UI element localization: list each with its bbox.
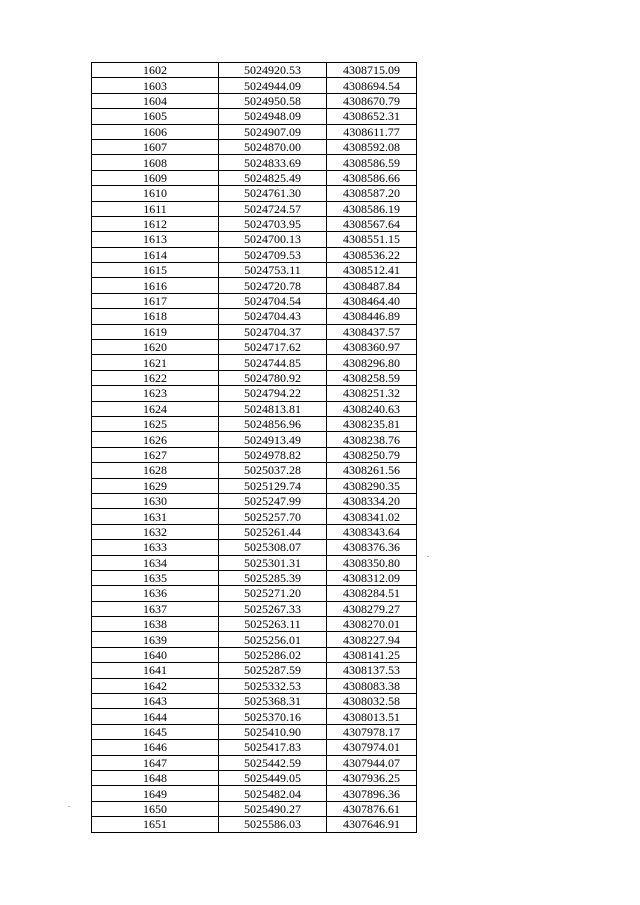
y-coordinate-cell: 4308250.79	[327, 447, 417, 462]
point-id-cell: 1651	[92, 817, 219, 832]
y-coordinate-cell: 4308240.63	[327, 401, 417, 416]
point-id-cell: 1618	[92, 309, 219, 324]
y-coordinate-cell: 4308464.40	[327, 293, 417, 308]
table-row	[92, 463, 417, 478]
coordinates-table-body	[92, 63, 417, 833]
y-coordinate-cell: 4308586.66	[327, 170, 417, 185]
point-id-cell: 1611	[92, 201, 219, 216]
table-row	[92, 232, 417, 247]
table-row	[92, 124, 417, 139]
x-coordinate-cell: 5025261.44	[219, 524, 327, 539]
table-row	[92, 109, 417, 124]
point-id-cell: 1639	[92, 632, 219, 647]
x-coordinate-cell: 5024709.53	[219, 247, 327, 262]
table-row	[92, 370, 417, 385]
point-id-cell: 1605	[92, 109, 219, 124]
y-coordinate-cell: 4308270.01	[327, 617, 417, 632]
point-id-cell: 1606	[92, 124, 219, 139]
x-coordinate-cell: 5025417.83	[219, 740, 327, 755]
point-id-cell: 1648	[92, 770, 219, 785]
x-coordinate-cell: 5024913.49	[219, 432, 327, 447]
x-coordinate-cell: 5024813.81	[219, 401, 327, 416]
point-id-cell: 1615	[92, 263, 219, 278]
y-coordinate-cell: 4308437.57	[327, 324, 417, 339]
table-row	[92, 540, 417, 555]
point-id-cell: 1637	[92, 601, 219, 616]
x-coordinate-cell: 5024704.54	[219, 293, 327, 308]
table-row	[92, 555, 417, 570]
table-row	[92, 401, 417, 416]
point-id-cell: 1621	[92, 355, 219, 370]
y-coordinate-cell: 4308137.53	[327, 663, 417, 678]
y-coordinate-cell: 4307936.25	[327, 770, 417, 785]
x-coordinate-cell: 5025368.31	[219, 694, 327, 709]
x-coordinate-cell: 5024720.78	[219, 278, 327, 293]
table-row	[92, 770, 417, 785]
x-coordinate-cell: 5025256.01	[219, 632, 327, 647]
point-id-cell: 1643	[92, 694, 219, 709]
y-coordinate-cell: 4308376.36	[327, 540, 417, 555]
x-coordinate-cell: 5024870.00	[219, 139, 327, 154]
point-id-cell: 1644	[92, 709, 219, 724]
y-coordinate-cell: 4307974.01	[327, 740, 417, 755]
x-coordinate-cell: 5025301.31	[219, 555, 327, 570]
table-row	[92, 524, 417, 539]
x-coordinate-cell: 5024825.49	[219, 170, 327, 185]
y-coordinate-cell: 4308360.97	[327, 340, 417, 355]
x-coordinate-cell: 5024833.69	[219, 155, 327, 170]
table-row	[92, 617, 417, 632]
point-id-cell: 1622	[92, 370, 219, 385]
y-coordinate-cell: 4308592.08	[327, 139, 417, 154]
y-coordinate-cell: 4308334.20	[327, 493, 417, 508]
point-id-cell: 1646	[92, 740, 219, 755]
y-coordinate-cell: 4308350.80	[327, 555, 417, 570]
y-coordinate-cell: 4308227.94	[327, 632, 417, 647]
point-id-cell: 1638	[92, 617, 219, 632]
table-row	[92, 478, 417, 493]
y-coordinate-cell: 4307978.17	[327, 724, 417, 739]
table-row	[92, 139, 417, 154]
x-coordinate-cell: 5024717.62	[219, 340, 327, 355]
table-row	[92, 186, 417, 201]
x-coordinate-cell: 5025263.11	[219, 617, 327, 632]
y-coordinate-cell: 4308341.02	[327, 509, 417, 524]
y-coordinate-cell: 4308536.22	[327, 247, 417, 262]
x-coordinate-cell: 5025267.33	[219, 601, 327, 616]
point-id-cell: 1609	[92, 170, 219, 185]
table-row	[92, 447, 417, 462]
x-coordinate-cell: 5025247.99	[219, 493, 327, 508]
y-coordinate-cell: 4307896.36	[327, 786, 417, 801]
y-coordinate-cell: 4308586.19	[327, 201, 417, 216]
x-coordinate-cell: 5024978.82	[219, 447, 327, 462]
y-coordinate-cell: 4308238.76	[327, 432, 417, 447]
point-id-cell: 1617	[92, 293, 219, 308]
table-row	[92, 170, 417, 185]
point-id-cell: 1620	[92, 340, 219, 355]
y-coordinate-cell: 4308694.54	[327, 78, 417, 93]
x-coordinate-cell: 5025285.39	[219, 570, 327, 585]
point-id-cell: 1608	[92, 155, 219, 170]
x-coordinate-cell: 5024704.43	[219, 309, 327, 324]
x-coordinate-cell: 5024704.37	[219, 324, 327, 339]
y-coordinate-cell: 4307944.07	[327, 755, 417, 770]
x-coordinate-cell: 5025442.59	[219, 755, 327, 770]
x-coordinate-cell: 5024700.13	[219, 232, 327, 247]
x-coordinate-cell: 5024703.95	[219, 216, 327, 231]
point-id-cell: 1628	[92, 463, 219, 478]
point-id-cell: 1633	[92, 540, 219, 555]
x-coordinate-cell: 5025332.53	[219, 678, 327, 693]
point-id-cell: 1626	[92, 432, 219, 447]
table-row	[92, 201, 417, 216]
table-row	[92, 786, 417, 801]
point-id-cell: 1616	[92, 278, 219, 293]
y-coordinate-cell: 4308013.51	[327, 709, 417, 724]
x-coordinate-cell: 5025308.07	[219, 540, 327, 555]
point-id-cell: 1645	[92, 724, 219, 739]
x-coordinate-cell: 5025287.59	[219, 663, 327, 678]
x-coordinate-cell: 5024856.96	[219, 416, 327, 431]
y-coordinate-cell: 4307876.61	[327, 801, 417, 816]
x-coordinate-cell: 5025490.27	[219, 801, 327, 816]
y-coordinate-cell: 4308567.64	[327, 216, 417, 231]
point-id-cell: 1632	[92, 524, 219, 539]
table-row	[92, 601, 417, 616]
point-id-cell: 1610	[92, 186, 219, 201]
x-coordinate-cell: 5025586.03	[219, 817, 327, 832]
point-id-cell: 1630	[92, 493, 219, 508]
table-row	[92, 755, 417, 770]
y-coordinate-cell: 4308258.59	[327, 370, 417, 385]
y-coordinate-cell: 4308235.81	[327, 416, 417, 431]
x-coordinate-cell: 5025037.28	[219, 463, 327, 478]
x-coordinate-cell: 5024948.09	[219, 109, 327, 124]
table-row	[92, 678, 417, 693]
y-coordinate-cell: 4308611.77	[327, 124, 417, 139]
y-coordinate-cell: 4308032.58	[327, 694, 417, 709]
table-row	[92, 432, 417, 447]
y-coordinate-cell: 4308670.79	[327, 93, 417, 108]
x-coordinate-cell: 5024753.11	[219, 263, 327, 278]
table-row	[92, 263, 417, 278]
y-coordinate-cell: 4308279.27	[327, 601, 417, 616]
x-coordinate-cell: 5024724.57	[219, 201, 327, 216]
point-id-cell: 1602	[92, 63, 219, 78]
x-coordinate-cell: 5024950.58	[219, 93, 327, 108]
y-coordinate-cell: 4308343.64	[327, 524, 417, 539]
y-coordinate-cell: 4308296.80	[327, 355, 417, 370]
table-row	[92, 663, 417, 678]
point-id-cell: 1642	[92, 678, 219, 693]
y-coordinate-cell: 4308446.89	[327, 309, 417, 324]
table-row	[92, 586, 417, 601]
x-coordinate-cell: 5024794.22	[219, 386, 327, 401]
x-coordinate-cell: 5024944.09	[219, 78, 327, 93]
table-row	[92, 740, 417, 755]
table-row	[92, 416, 417, 431]
x-coordinate-cell: 5025449.05	[219, 770, 327, 785]
point-id-cell: 1629	[92, 478, 219, 493]
y-coordinate-cell: 4308652.31	[327, 109, 417, 124]
point-id-cell: 1603	[92, 78, 219, 93]
table-row	[92, 247, 417, 262]
point-id-cell: 1647	[92, 755, 219, 770]
table-row	[92, 78, 417, 93]
x-coordinate-cell: 5024920.53	[219, 63, 327, 78]
x-coordinate-cell: 5025257.70	[219, 509, 327, 524]
y-coordinate-cell: 4308587.20	[327, 186, 417, 201]
x-coordinate-cell: 5025482.04	[219, 786, 327, 801]
table-row	[92, 324, 417, 339]
table-row	[92, 493, 417, 508]
x-coordinate-cell: 5025271.20	[219, 586, 327, 601]
table-row	[92, 724, 417, 739]
x-coordinate-cell: 5025129.74	[219, 478, 327, 493]
point-id-cell: 1640	[92, 647, 219, 662]
table-row	[92, 293, 417, 308]
table-row	[92, 509, 417, 524]
point-id-cell: 1604	[92, 93, 219, 108]
table-row	[92, 355, 417, 370]
scan-speck	[68, 806, 70, 807]
point-id-cell: 1614	[92, 247, 219, 262]
point-id-cell: 1650	[92, 801, 219, 816]
table-row	[92, 817, 417, 832]
table-row	[92, 801, 417, 816]
x-coordinate-cell: 5025286.02	[219, 647, 327, 662]
y-coordinate-cell: 4308284.51	[327, 586, 417, 601]
scan-speck	[427, 556, 429, 557]
x-coordinate-cell: 5025410.90	[219, 724, 327, 739]
x-coordinate-cell: 5025370.16	[219, 709, 327, 724]
y-coordinate-cell: 4308141.25	[327, 647, 417, 662]
y-coordinate-cell: 4308487.84	[327, 278, 417, 293]
y-coordinate-cell: 4308512.41	[327, 263, 417, 278]
y-coordinate-cell: 4308083.38	[327, 678, 417, 693]
point-id-cell: 1612	[92, 216, 219, 231]
point-id-cell: 1625	[92, 416, 219, 431]
point-id-cell: 1641	[92, 663, 219, 678]
point-id-cell: 1623	[92, 386, 219, 401]
point-id-cell: 1613	[92, 232, 219, 247]
point-id-cell: 1649	[92, 786, 219, 801]
point-id-cell: 1634	[92, 555, 219, 570]
table-row	[92, 386, 417, 401]
table-row	[92, 155, 417, 170]
point-id-cell: 1619	[92, 324, 219, 339]
table-row	[92, 309, 417, 324]
y-coordinate-cell: 4308290.35	[327, 478, 417, 493]
point-id-cell: 1635	[92, 570, 219, 585]
table-row	[92, 632, 417, 647]
point-id-cell: 1627	[92, 447, 219, 462]
point-id-cell: 1624	[92, 401, 219, 416]
y-coordinate-cell: 4308551.15	[327, 232, 417, 247]
table-row	[92, 216, 417, 231]
table-row	[92, 709, 417, 724]
y-coordinate-cell: 4308312.09	[327, 570, 417, 585]
y-coordinate-cell: 4308586.59	[327, 155, 417, 170]
table-row	[92, 278, 417, 293]
table-row	[92, 63, 417, 78]
table-row	[92, 93, 417, 108]
x-coordinate-cell: 5024761.30	[219, 186, 327, 201]
y-coordinate-cell: 4307646.91	[327, 817, 417, 832]
y-coordinate-cell: 4308715.09	[327, 63, 417, 78]
table-row	[92, 647, 417, 662]
x-coordinate-cell: 5024907.09	[219, 124, 327, 139]
point-id-cell: 1607	[92, 139, 219, 154]
point-id-cell: 1636	[92, 586, 219, 601]
point-id-cell: 1631	[92, 509, 219, 524]
table-row	[92, 340, 417, 355]
x-coordinate-cell: 5024744.85	[219, 355, 327, 370]
coordinates-table	[91, 62, 417, 833]
table-row	[92, 694, 417, 709]
table-row	[92, 570, 417, 585]
y-coordinate-cell: 4308261.56	[327, 463, 417, 478]
y-coordinate-cell: 4308251.32	[327, 386, 417, 401]
x-coordinate-cell: 5024780.92	[219, 370, 327, 385]
